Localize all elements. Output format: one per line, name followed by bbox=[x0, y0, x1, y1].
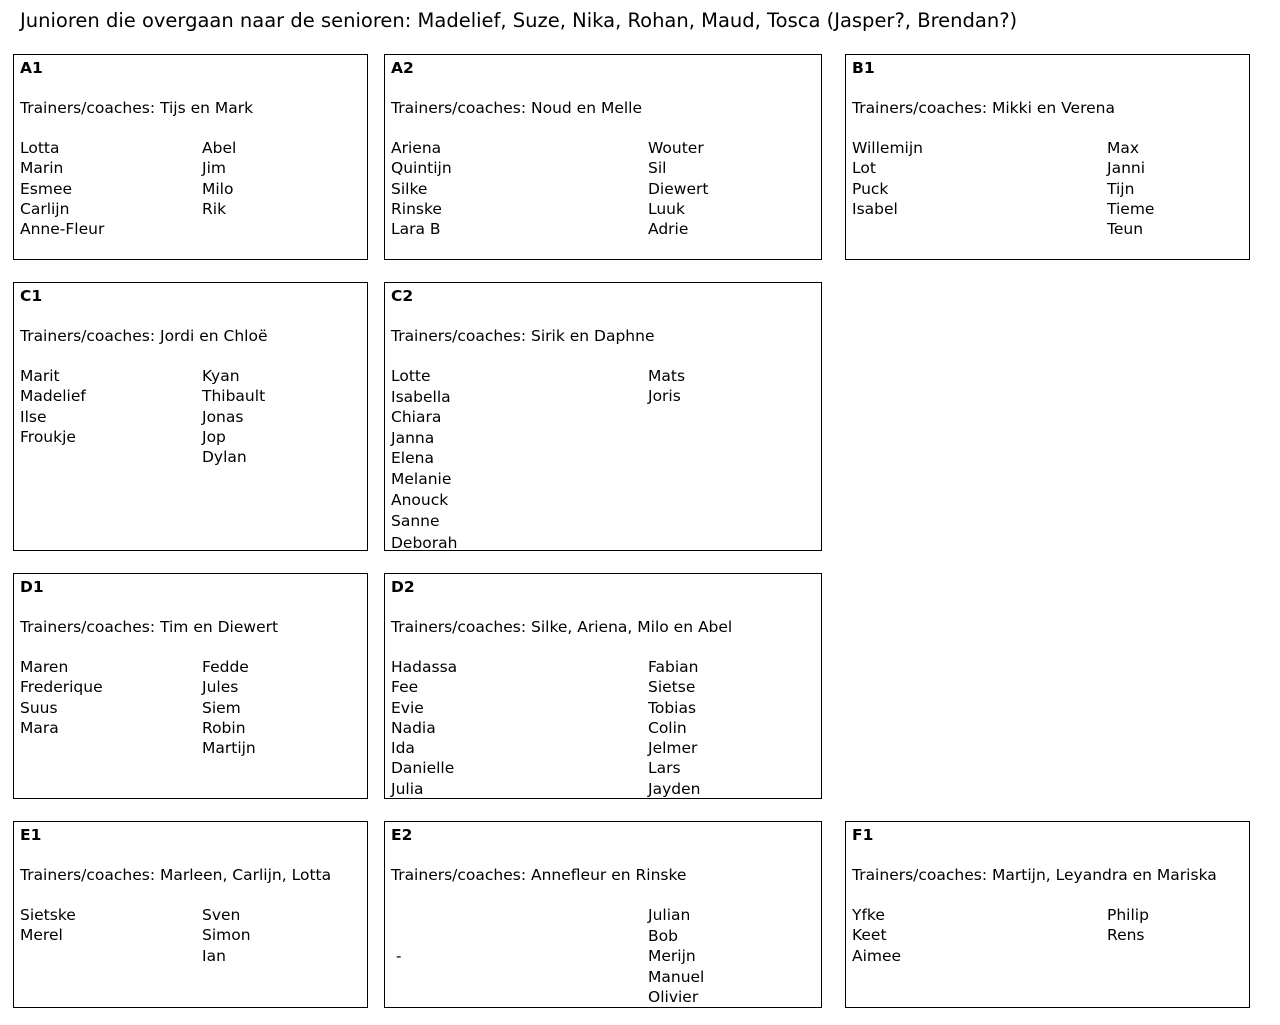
player-name: Lotte bbox=[391, 367, 431, 385]
boys-list bbox=[202, 138, 236, 219]
page-title: Junioren die overgaan naar de senioren: Madelief, Suze, Nika, Rohan, Maud, Tosca (Jasper?, Brendan?) bbox=[20, 9, 1018, 32]
player-name: Rinske bbox=[391, 199, 442, 218]
team-box-e1 bbox=[13, 821, 368, 1008]
player-name: Martijn bbox=[202, 739, 256, 758]
team-box-a2 bbox=[384, 54, 822, 260]
girls-list bbox=[391, 657, 457, 799]
player-name: Diewert bbox=[648, 179, 709, 198]
boys-list bbox=[1107, 905, 1149, 946]
boys-list bbox=[1107, 138, 1154, 239]
player-name: Adrie bbox=[648, 220, 689, 239]
boys-list bbox=[648, 366, 685, 407]
player-name: Lotta bbox=[20, 139, 60, 157]
player-name: Kyan bbox=[202, 367, 240, 385]
player-name: Lars bbox=[648, 759, 681, 778]
player-name: Janna bbox=[391, 428, 435, 447]
team-box-a1 bbox=[13, 54, 368, 260]
player-name: Teun bbox=[1107, 220, 1144, 239]
team-name: E1 bbox=[20, 826, 42, 844]
player-name: Wouter bbox=[648, 139, 704, 157]
player-name: Tijn bbox=[1107, 179, 1135, 198]
player-name: Suus bbox=[20, 698, 58, 717]
girls-list bbox=[20, 138, 104, 239]
player-name: Frederique bbox=[20, 678, 103, 697]
player-name: Keet bbox=[852, 926, 887, 945]
player-name: Jelmer bbox=[648, 739, 698, 758]
girls-list bbox=[20, 905, 76, 946]
player-name: Rens bbox=[1107, 926, 1145, 945]
player-name: Robin bbox=[202, 718, 246, 737]
player-name: Quintijn bbox=[391, 159, 452, 178]
player-name: Luuk bbox=[648, 199, 685, 218]
player-name: Marin bbox=[20, 159, 64, 178]
player-name: Lot bbox=[852, 159, 876, 178]
player-name: Lara B bbox=[391, 220, 441, 239]
player-name: Mara bbox=[20, 718, 59, 737]
team-box-e2 bbox=[384, 821, 822, 1008]
player-name: Rik bbox=[202, 199, 227, 218]
team-trainers: Trainers/coaches: Annefleur en Rinske bbox=[391, 866, 687, 884]
player-name: Sanne bbox=[391, 512, 440, 531]
player-name: Froukje bbox=[20, 427, 76, 446]
team-name: C1 bbox=[20, 287, 43, 305]
girls-list bbox=[391, 905, 411, 1006]
player-name: Jules bbox=[202, 678, 239, 697]
player-name: Joris bbox=[648, 387, 681, 406]
boys-list bbox=[648, 138, 708, 239]
player-name: Fabian bbox=[648, 658, 699, 676]
team-trainers: Trainers/coaches: Silke, Ariena, Milo en Abel bbox=[391, 618, 733, 636]
player-name: Tieme bbox=[1107, 199, 1155, 218]
player-name: Deborah bbox=[391, 533, 458, 552]
player-name: Merel bbox=[20, 926, 63, 945]
girls-list bbox=[391, 366, 458, 553]
player-name: Colin bbox=[648, 718, 687, 737]
player-name: Sietse bbox=[648, 678, 696, 697]
player-name: Jim bbox=[202, 159, 226, 178]
player-name: Danielle bbox=[391, 759, 455, 778]
player-name: Elena bbox=[391, 449, 434, 468]
player-name: Simon bbox=[202, 926, 251, 945]
player-name: Fedde bbox=[202, 658, 249, 676]
girls-list bbox=[852, 905, 901, 966]
boys-list bbox=[202, 905, 251, 966]
player-name: Silke bbox=[391, 179, 428, 198]
team-name: A1 bbox=[20, 59, 43, 77]
player-name: - bbox=[391, 946, 402, 965]
team-box-d1 bbox=[13, 573, 368, 799]
boys-list bbox=[202, 366, 265, 467]
boys-list bbox=[648, 905, 704, 1008]
team-trainers: Trainers/coaches: Noud en Melle bbox=[391, 99, 643, 117]
boys-list bbox=[648, 657, 700, 799]
team-box-d2 bbox=[384, 573, 822, 799]
player-name: Merijn bbox=[648, 947, 696, 966]
team-name: A2 bbox=[391, 59, 414, 77]
team-box-c2 bbox=[384, 282, 822, 551]
player-name: Janni bbox=[1107, 159, 1146, 178]
team-trainers: Trainers/coaches: Martijn, Leyandra en Mariska bbox=[852, 866, 1217, 884]
player-name: Isabella bbox=[391, 387, 451, 406]
team-trainers: Trainers/coaches: Tijs en Mark bbox=[20, 99, 254, 117]
player-name: Julian bbox=[648, 906, 691, 924]
player-name: Sven bbox=[202, 906, 241, 924]
team-box-f1 bbox=[845, 821, 1250, 1008]
player-name: Evie bbox=[391, 698, 424, 717]
team-name: D2 bbox=[391, 578, 415, 596]
player-name: Julia bbox=[391, 779, 424, 798]
team-name: D1 bbox=[20, 578, 44, 596]
team-name: C2 bbox=[391, 287, 414, 305]
player-name: Manuel bbox=[648, 967, 705, 986]
player-name: Abel bbox=[202, 139, 237, 157]
girls-list bbox=[852, 138, 923, 219]
player-name: Anouck bbox=[391, 490, 449, 509]
player-name: Bob bbox=[648, 926, 678, 945]
player-name: Anne-Fleur bbox=[20, 220, 105, 239]
player-name: Willemijn bbox=[852, 139, 923, 157]
team-trainers: Trainers/coaches: Mikki en Verena bbox=[852, 99, 1115, 117]
player-name: Maren bbox=[20, 658, 69, 676]
player-name: Sil bbox=[648, 159, 667, 178]
player-name: Melanie bbox=[391, 469, 452, 488]
player-name: Thibault bbox=[202, 387, 266, 406]
player-name: Olivier bbox=[648, 988, 699, 1007]
girls-list bbox=[20, 657, 103, 738]
player-name: Ian bbox=[202, 946, 226, 965]
player-name: Max bbox=[1107, 139, 1140, 157]
team-trainers: Trainers/coaches: Marleen, Carlijn, Lotta bbox=[20, 866, 332, 884]
player-name: Nadia bbox=[391, 718, 436, 737]
player-name: Dylan bbox=[202, 448, 247, 467]
player-name: Mats bbox=[648, 367, 686, 385]
boys-list bbox=[202, 657, 256, 758]
player-name: Madelief bbox=[20, 387, 86, 406]
player-name: Ilse bbox=[20, 407, 47, 426]
team-name: E2 bbox=[391, 826, 413, 844]
player-name: Sietske bbox=[20, 906, 76, 924]
girls-list bbox=[391, 138, 452, 239]
player-name: Carlijn bbox=[20, 199, 70, 218]
player-name: Marit bbox=[20, 367, 60, 385]
team-trainers: Trainers/coaches: Jordi en Chloë bbox=[20, 327, 268, 345]
player-name: Yfke bbox=[852, 906, 885, 924]
player-name: Esmee bbox=[20, 179, 73, 198]
player-name: Milo bbox=[202, 179, 234, 198]
team-box-c1 bbox=[13, 282, 368, 551]
player-name: Jayden bbox=[648, 779, 701, 798]
team-trainers: Trainers/coaches: Sirik en Daphne bbox=[391, 327, 655, 345]
player-name: Jonas bbox=[202, 407, 244, 426]
girls-list bbox=[20, 366, 86, 447]
player-name: Isabel bbox=[852, 199, 898, 218]
player-name: Siem bbox=[202, 698, 241, 717]
player-name: Fee bbox=[391, 678, 419, 697]
team-box-b1 bbox=[845, 54, 1250, 260]
player-name: Chiara bbox=[391, 408, 442, 427]
player-name: Philip bbox=[1107, 906, 1149, 924]
team-name: B1 bbox=[852, 59, 875, 77]
player-name: Aimee bbox=[852, 946, 902, 965]
player-name: Hadassa bbox=[391, 658, 458, 676]
player-name: Ariena bbox=[391, 139, 442, 157]
team-trainers: Trainers/coaches: Tim en Diewert bbox=[20, 618, 279, 636]
player-name: Tobias bbox=[648, 698, 697, 717]
player-name: Ida bbox=[391, 739, 415, 758]
player-name: Puck bbox=[852, 179, 889, 198]
player-name: Jop bbox=[202, 427, 226, 446]
team-name: F1 bbox=[852, 826, 874, 844]
